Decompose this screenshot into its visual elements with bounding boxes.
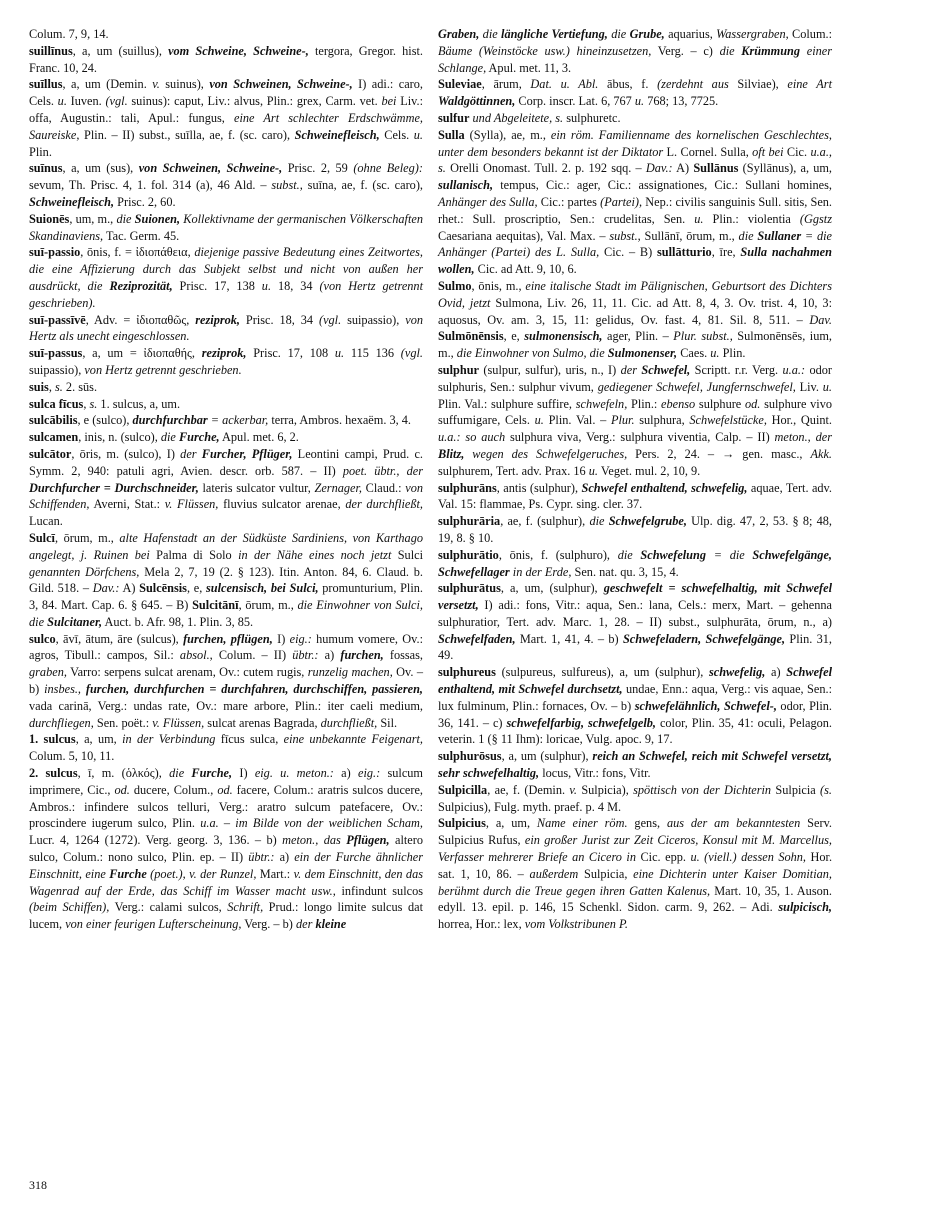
dictionary-entry: Sulla (Sylla), ae, m., ein röm. Familienname des kornelischen Geschlechtes, unter dem besonders bekannt ist der Diktator L. Cornel. Sulla, oft bei Cic. u.a., s. Orelli Onomast. Tull. 2. p. 192 sqq. – Dav.: A) Sullānus (Syllānus), a, um, sullanisch, tempus, Cic.: ager, Cic.: assignationes, Cic.: Sullani homines, Anhänger des Sulla, Cic.: partes (Partei), Nep.: civilis sanguinis Sull. sitis, Sen. rhet.: Sull. proscriptio, Sen.: crudelitas, Sen. u. Plin.: violentia (Ggstz Caesariana aequitas), Val. Max. – subst., Sullānī, ōrum, m., die Sullaner = die Anhänger (Partei) des L. Sulla, Cic. – B) sullātturio, īre, Sulla nachahmen wollen, Cic. ad Att. 9, 10, 6. <box>438 127 833 277</box>
dictionary-entry: Suleviae, ārum, Dat. u. Abl. ābus, f. (zerdehnt aus Silviae), eine Art Waldgöttinnen, Corp. inscr. Lat. 6, 767 u. 768; 13, 7725. <box>438 77 832 109</box>
dictionary-entry: sulca fīcus, s. 1. sulcus, a, um. <box>29 396 181 411</box>
page-number: 318 <box>29 1178 47 1192</box>
dictionary-entry: sulphurātus, a, um, (sulphur), geschwefelt = schwefelhaltig, mit Schwefel versetzt, I) adi.: fons, Vitr.: aqua, Sen.: lana, Cels.: merx, Mart. – gehenna sulphuratior, Tert. adv. Marc. 1, 28. – II) subst., sulphurāta, ōrum, n., a) Schwefelfaden, Mart. 1, 41, 4. – b) Schwefeladern, Schwefelgänge, Plin. 31, 49. <box>438 581 832 663</box>
dictionary-entry: suillīnus, a, um (suillus), vom Schweine, Schweine-, tergora, Gregor. hist. Franc. 10, 24. <box>29 43 423 75</box>
right-column <box>438 26 832 933</box>
dictionary-entry: suis, s. 2. sūs. <box>29 379 98 394</box>
dictionary-entry: sulfur und Abgeleitete, s. sulphuretc. <box>438 110 621 125</box>
dictionary-entry: Sulmo, ōnis, m., eine italische Stadt im Pälignischen, Geburtsort des Dichters Ovid, jetzt Sulmona, Liv. 26, 11, 11. Cic. ad Att. 8, 4, 3. Ov. trist. 4, 10, 3: aquosus, Ov. am. 3, 15, 11: gelidus, Ov. fast. 4, 81. Sil. 8, 511. – Dav. Sulmōnēnsis, e, sulmonensisch, ager, Plin. – Plur. subst., Sulmonēnsēs, ium, m., die Einwohner von Sulmo, die Sulmonenser, Caes. u. Plin. <box>438 278 832 361</box>
dictionary-entry: 2. sulcus, ī, m. (ὁλκός), die Furche, I) eig. u. meton.: a) eig.: sulcum imprimere, Cic., od. ducere, Colum., od. facere, Colum.: aratris sulcos ducere, Ambros.: infindere sulcos telluri, Verg.: aratro sulcum patefacere, Ov.: proscindere iugerum sulco, Plin. u.a. – im Bilde von der weiblichen Scham, Lucr. 4, 1264 (1272). Verg. georg. 3, 136. – b) meton., das Pflügen, altero sulco, Colum.: nono sulco, Plin. ep. – II) übtr.: a) ein der Furche ähnlicher Einschnitt, eine Furche (poet.), v. der Runzel, Mart.: v. dem Einschnitt, den das Wagenrad auf der Erde, das Schiff im Wasser macht usw., infindunt sulcos (beim Schiffen), Verg.: calami sulcos, Schrift, Prud.: longo limite sulcus dat lucem, von einer feurigen Lufterscheinung, Verg. – b) der kleine <box>29 766 424 932</box>
dictionary-entry: sulphurāns, antis (sulphur), Schwefel enthaltend, schwefelig, aquae, Tert. adv. Val. 15: flammae, Ps. Cypr. sing. cler. 37. <box>438 480 832 512</box>
dictionary-entry: sulphureus (sulpureus, sulfureus), a, um (sulphur), schwefelig, a) Schwefel enthaltend, mit Schwefel durchsetzt, undae, Enn.: aqua, Verg.: vis aquae, Sen.: lux fulminum, Plin.: fornaces, Ov. – b) schwefelähnlich, Schwefel-, odor, Plin. 36, 141. – c) schwefelfarbig, schwefelgelb, color, Plin. 35, 41: oculi, Pelagon. veterin. 1 (§ 11 Ihm): loricae, Vulg. apoc. 9, 17. <box>438 665 832 747</box>
dictionary-entry: sulco, āvī, ātum, āre (sulcus), furchen, pflügen, I) eig.: humum vomere, Ov.: agros, Tibull.: campos, Sil.: absol., Colum. – II) übtr.: a) furchen, fossas, graben, Varro: serpens sulcat arenam, Ov.: cutem rugis, runzelig machen, Ov. – b) insbes., furchen, durchfurchen = durchfahren, durchschiffen, passieren, vada carinā, Verg.: undas rate, Ov.: mare arbore, Plin.: iter caeli medium, durchfliegen, Sen. poët.: v. Flüssen, sulcat arenas Bagrada, durchfließt, Sil. <box>29 631 424 730</box>
dictionary-entry: Sulpicilla, ae, f. (Demin. v. Sulpicia), spöttisch von der Dichterin Sulpicia (s. Sulpicius), Fulg. myth. praef. p. 4 M. <box>438 782 833 814</box>
dictionary-entry: suīllus, a, um (Demin. v. suinus), von Schweinen, Schweine-, I) adi.: caro, Cels. u. Iuven. (vgl. suinus): caput, Liv.: alvus, Plin.: grex, Carm. vet. bei Liv.: offa, Augustin.: tali, Apul.: fungus, eine Art schlechter Erdschwämme, Saureiske, Plin. – II) subst., suīlla, ae, f. (sc. caro), Schweinefleisch, Cels. u. Plin. <box>29 77 423 159</box>
dictionary-entry: suīnus, a, um (sus), von Schweinen, Schweine-, Prisc. 2, 59 (ohne Beleg): sevum, Th. Prisc. 4, 1. fol. 314 (a), 46 Ald. – subst., suīna, ae, f. (sc. caro), Schweinefleisch, Prisc. 2, 60. <box>29 161 424 209</box>
dictionary-entry: 1. sulcus, a, um, in der Verbindung fīcus sulca, eine unbekannte Feigenart, Colum. 5, 10, 11. <box>29 732 424 764</box>
dictionary-entry: Colum. 7, 9, 14. <box>29 27 109 41</box>
dictionary-entry: Sulpicius, a, um, Name einer röm. gens, aus der am bekanntesten Serv. Sulpicius Rufus, ein großer Jurist zur Zeit Ciceros, Konsul mit M. Marcellus, Verfasser mehrerer Briefe an Cicero in Cic. epp. u. (viell.) dessen Sohn, Hor. sat. 1, 10, 86. – außerdem Sulpicia, eine Dichterin unter Kaiser Domitian, berühmt durch die Treue gegen ihren Gatten Kalenus, Mart. 10, 35, 1. Auson. edyll. 13. epil. p. 146, 15 Schenkl. Sidon. carm. 9, 262. – Adi. sulpicisch, horrea, Hor.: lex, vom Volkstribunen P. <box>438 816 833 932</box>
dictionary-entry: sulphur (sulpur, sulfur), uris, n., I) der Schwefel, Scriptt. r.r. Verg. u.a.: odor sulphuris, Sen.: sulphur vivum, gediegener Schwefel, Jungfernschwefel, Liv. u. Plin. Val.: sulphure suffire, schwefeln, Plin.: ebenso sulphure od. sulphure vivo suffumigare, Cels. u. Plin. Val. – Plur. sulphura, Schwefelstücke, Hor., Quint. u.a.: so auch sulphura viva, Verg.: sulphura viventia, Calp. – II) meton., der Blitz, wegen des Schwefelgeruches, Pers. 2, 24. – → gen. masc., Akk. sulphurem, Tert. adv. Prax. 16 u. Veget. mul. 2, 10, 9. <box>438 362 833 478</box>
dictionary-entry: sulcamen, inis, n. (sulco), die Furche, Apul. met. 6, 2. <box>29 430 299 445</box>
dictionary-entry: Suionēs, um, m., die Suionen, Kollektivname der germanischen Völkerschaften Skandinaviens, Tac. Germ. 45. <box>29 211 423 243</box>
dictionary-entry: sulphurāria, ae, f. (sulphur), die Schwefelgrube, Ulp. dig. 47, 2, 53. § 8; 48, 19, 8. § 10. <box>438 514 833 545</box>
dictionary-entry: sulphurōsus, a, um (sulphur), reich an Schwefel, reich mit Schwefel versetzt, sehr schwefelhaltig, locus, Vitr.: fons, Vitr. <box>438 749 832 781</box>
dictionary-entry: suī-passio, ōnis, f. = ἰδιοπάθεια, diejenige passive Bedeutung eines Zeitwortes, die eine Affizierung durch das Subjekt selbst und nicht von außen her ausdrückt, die Reziprozität, Prisc. 17, 138 u. 18, 34 (von Hertz getrennt geschrieben). <box>29 245 423 310</box>
dictionary-entry: sulphurātio, ōnis, f. (sulphuro), die Schwefelung = die Schwefelgänge, Schwefellager in der Erde, Sen. nat. qu. 3, 15, 4. <box>438 547 832 579</box>
left-column <box>29 26 423 933</box>
dictionary-entry: Sulcī, ōrum, m., alte Hafenstadt an der Südküste Sardiniens, von Karthago angelegt, j. Ruinen bei Palma di Solo in der Nähe eines noch jetzt Sulci genannten Dörfchens, Mela 2, 7, 19 (2. § 123). Itin. Anton. 84, 6. Claud. b. Gild. 518. – Dav.: A) Sulcēnsis, e, sulcensisch, bei Sulci, promunturium, Plin. 3, 84. Mart. Cap. 6. § 645. – B) Sulcitānī, ōrum, m., die Einwohner von Sulci, die Sulcitaner, Auct. b. Afr. 98, 1. Plin. 3, 85. <box>29 530 424 629</box>
dictionary-entry: Graben, die längliche Vertiefung, die Grube, aquarius, Wassergraben, Colum.: Bäume (Weinstöcke usw.) hineinzusetzen, Verg. – c) die Krümmung einer Schlange, Apul. met. 11, 3. <box>438 27 833 75</box>
dictionary-entry: suī-passus, a, um = ἰδιοπαθής, reziprok, Prisc. 17, 108 u. 115 136 (vgl. suipassio), von Hertz getrennt geschrieben. <box>29 346 423 377</box>
dictionary-entry: sulcātor, ōris, m. (sulco), I) der Furcher, Pflüger, Leontini campi, Prud. c. Symm. 2, 940: patuli agri, Avien. descr. orb. 587. – II) poet. übtr., der Durchfurcher = Durchschneider, lateris sulcator vultur, Zernager, Claud.: von Schiffenden, Averni, Stat.: v. Flüssen, fluvius sulcator arenae, der durchfließt, Lucan. <box>29 446 424 529</box>
dictionary-entry: suī-passīvē, Adv. = ἰδιοπαθῶς, reziprok, Prisc. 18, 34 (vgl. suipassio), von Hertz als unecht eingeschlossen. <box>29 312 424 344</box>
dictionary-entry: sulcābilis, e (sulco), durchfurchbar = ackerbar, terra, Ambros. hexaëm. 3, 4. <box>29 413 411 428</box>
